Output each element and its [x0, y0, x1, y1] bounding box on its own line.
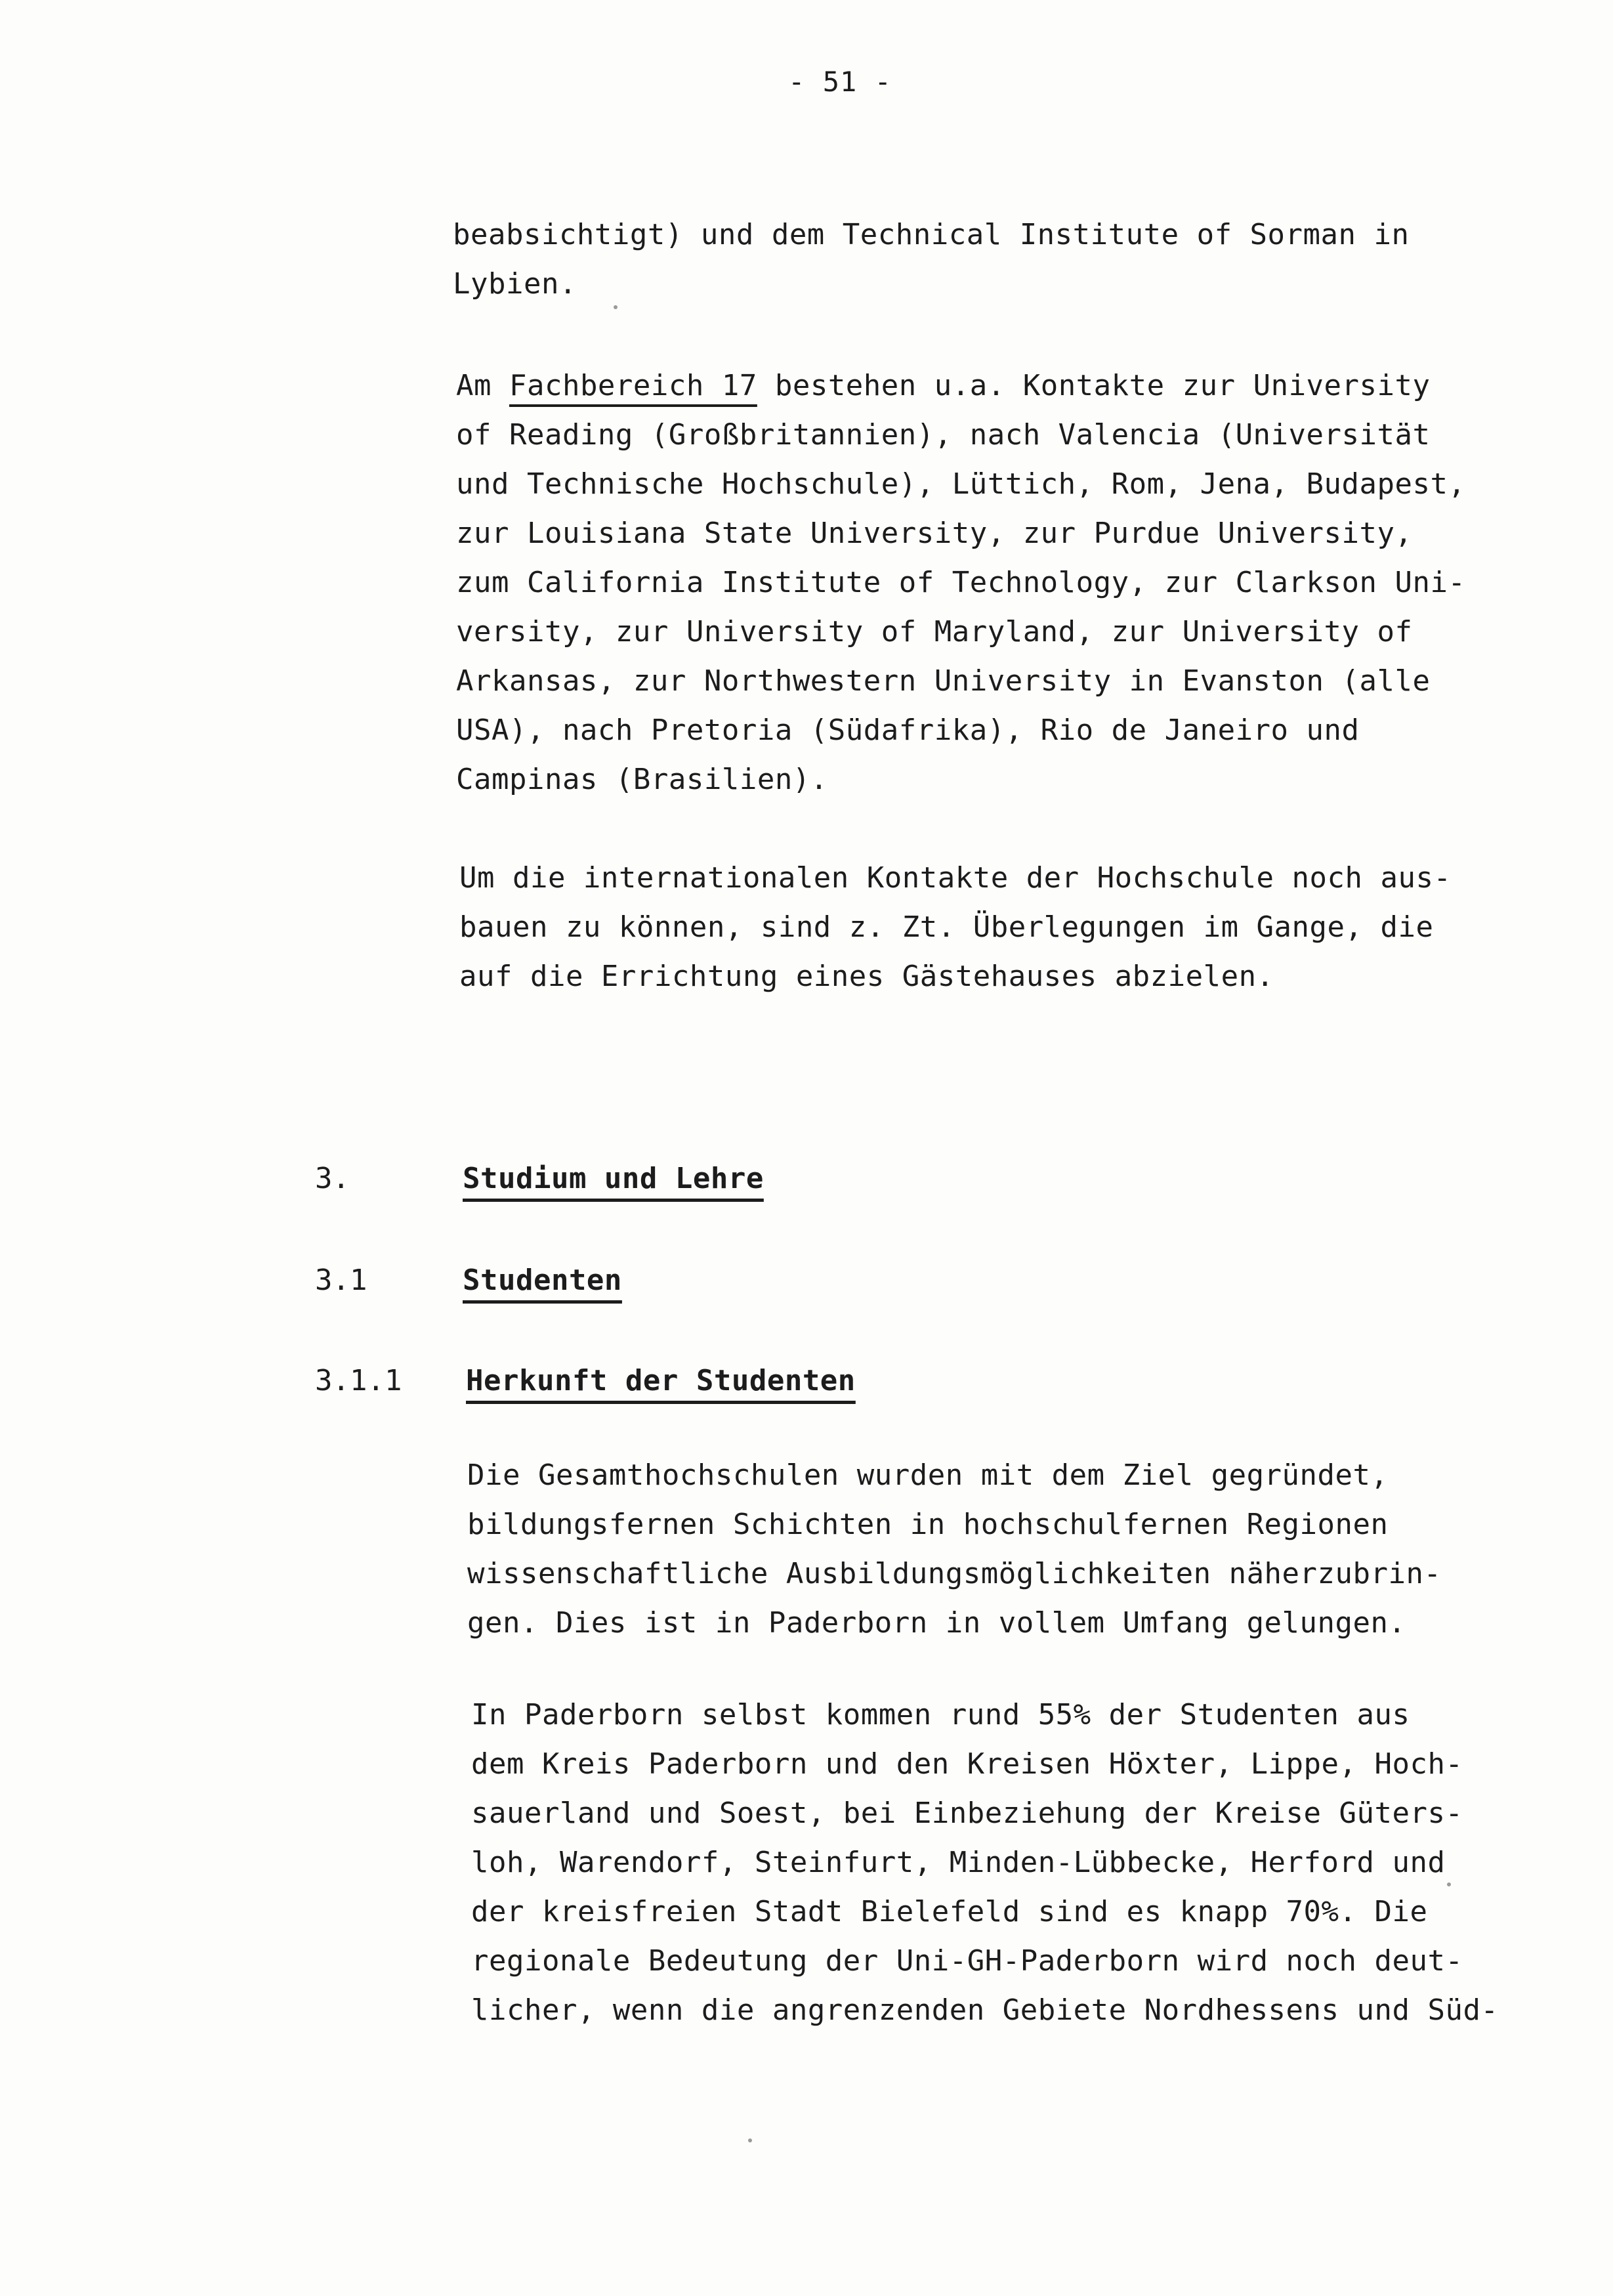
text-line: beabsichtigt) und dem Technical Institute of Sorman in [453, 218, 1410, 251]
paragraph-1 [453, 210, 1410, 308]
text-line: Arkansas, zur Northwestern University in Evanston (alle [456, 664, 1431, 698]
text-line: zur Louisiana State University, zur Purdue University, [456, 517, 1413, 550]
text-line: zum California Institute of Technology, zur Clarkson Uni- [456, 566, 1466, 599]
heading-number: 3.1.1 [315, 1364, 402, 1397]
section-heading-3-1-1 [315, 1364, 1365, 1416]
section-heading-3 [315, 1162, 1365, 1214]
paragraph-4 [467, 1451, 1442, 1648]
text-line: Campinas (Brasilien). [456, 763, 828, 796]
text-line: gen. Dies ist in Paderborn in vollem Umfang gelungen. [467, 1606, 1406, 1640]
paragraph-3 [459, 853, 1452, 1001]
text-line: regionale Bedeutung der Uni-GH-Paderborn wird noch deut- [471, 1944, 1463, 1978]
heading-number: 3. [315, 1162, 350, 1195]
heading-title: Studium und Lehre [463, 1162, 764, 1195]
text-line: USA), nach Pretoria (Südafrika), Rio de Janeiro und [456, 713, 1360, 747]
text-line: In Paderborn selbst kommen rund 55% der Studenten aus [471, 1698, 1410, 1732]
text-line: licher, wenn die angrenzenden Gebiete Nordhessens und Süd- [471, 1993, 1499, 2027]
scan-speck [748, 2138, 752, 2142]
page-number: - 51 - [788, 66, 892, 98]
text-line: dem Kreis Paderborn und den Kreisen Höxter, Lippe, Hoch- [471, 1747, 1463, 1781]
scan-speck [614, 305, 618, 309]
text-line: loh, Warendorf, Steinfurt, Minden-Lübbecke, Herford und [471, 1846, 1446, 1879]
scan-speck [1447, 1882, 1451, 1886]
text-fragment: bestehen u.a. Kontakte zur University [757, 369, 1431, 402]
text-fragment: Am [456, 369, 509, 402]
text-line: of Reading (Großbritannien), nach Valencia (Universität [456, 418, 1431, 452]
text-line: bauen zu können, sind z. Zt. Überlegungen im Gange, die [459, 910, 1434, 944]
text-line: Lybien. [453, 267, 577, 301]
text-line: sauerland und Soest, bei Einbeziehung der Kreise Güters- [471, 1796, 1463, 1830]
paragraph-5 [471, 1690, 1499, 2035]
text-line [456, 361, 1431, 410]
text-line: und Technische Hochschule), Lüttich, Rom, Jena, Budapest, [456, 467, 1466, 501]
text-line: bildungsfernen Schichten in hochschulfernen Regionen [467, 1508, 1389, 1541]
text-line: Um die internationalen Kontakte der Hochschule noch aus- [459, 861, 1452, 895]
text-line: auf die Errichtung eines Gästehauses abzielen. [459, 960, 1274, 993]
heading-number: 3.1 [315, 1264, 367, 1297]
heading-title: Studenten [463, 1264, 622, 1297]
section-heading-3-1 [315, 1264, 1365, 1316]
paragraph-2 [456, 361, 1466, 804]
heading-title: Herkunft der Studenten [466, 1364, 856, 1397]
text-line: versity, zur University of Maryland, zur University of [456, 615, 1413, 648]
text-line: wissenschaftliche Ausbildungsmöglichkeiten näherzubrin- [467, 1557, 1442, 1590]
underlined-fachbereich: Fachbereich 17 [509, 369, 757, 402]
text-line: Die Gesamthochschulen wurden mit dem Ziel gegründet, [467, 1458, 1389, 1492]
text-line: der kreisfreien Stadt Bielefeld sind es knapp 70%. Die [471, 1895, 1428, 1928]
